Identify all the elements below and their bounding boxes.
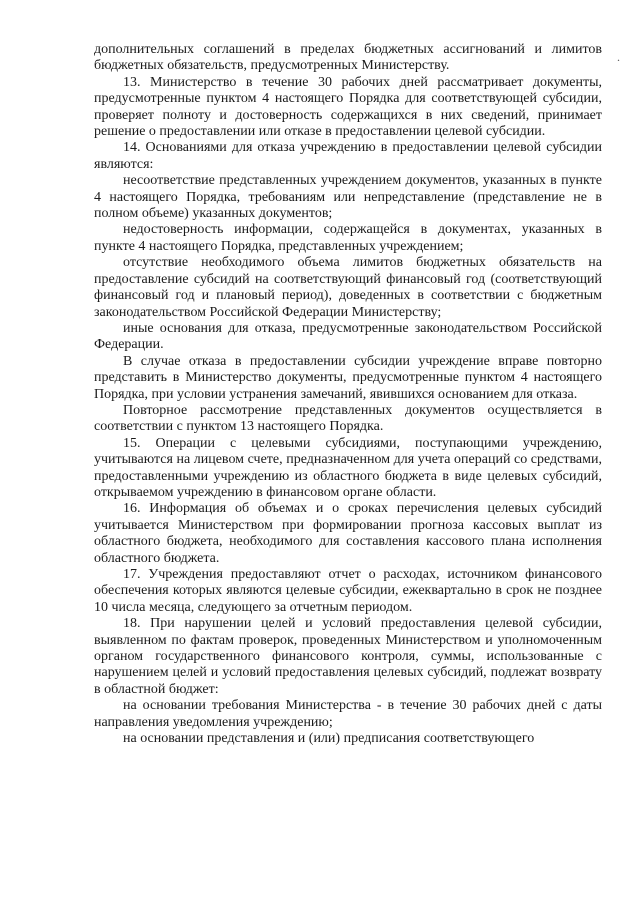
paragraph-17: 17. Учреждения предоставляют отчет о расходах, источником финансового обеспечения которых являются целевые субсидии, ежеквартально в срок не позднее 10 числа месяца, следующего за отчетным периодом. xyxy=(94,567,602,615)
paragraph-18-item-1: на основании требования Министерства - в течение 30 рабочих дней с даты направления уведомления учреждению; xyxy=(94,698,602,730)
paragraph-refusal-resubmit: В случае отказа в предоставлении субсидии учреждение вправе повторно представить в Министерство документы, предусмотренные пунктом 4 настоящего Порядка, при условии устранения замечаний, явившихся основанием для отказа. xyxy=(94,353,602,402)
paragraph-13: 13. Министерство в течение 30 рабочих дней рассматривает документы, предусмотренные пунктом 4 настоящего Порядка для соответствующей субсидии, проверяет полноту и достоверность содержащихся в них сведений, принимает решение о предоставлении или отказе в предоставлении целевой субсидии. xyxy=(94,74,602,140)
paragraph-continuation: дополнительных соглашений в пределах бюджетных ассигнований и лимитов бюджетных обязательств, предусмотренных Министерству. xyxy=(94,42,602,74)
paragraph-16: 16. Информация об объемах и о сроках перечисления целевых субсидий учитывается Министерством при формировании прогноза кассовых выплат из областного бюджета, необходимого для составления кассового плана исполнения областного бюджета. xyxy=(94,501,602,566)
document-body xyxy=(94,42,602,747)
paragraph-18-item-2: на основании представления и (или) предписания соответствующего xyxy=(123,731,535,747)
paragraph-15: 15. Операции с целевыми субсидиями, поступающими учреждению, учитываются на лицевом счете, предназначенном для учета операций со средствами, предоставленными учреждению из областного бюджета в виде целевых субсидий, открываемом учреждению в финансовом органе области. xyxy=(94,435,602,500)
paragraph-14-item-1: несоответствие представленных учреждением документов, указанных в пункте 4 настоящего Порядка, требованиям или непредставление (представление не в полном объеме) указанных документов; xyxy=(94,173,602,222)
paragraph-repeat-review: Повторное рассмотрение представленных документов осуществляется в соответствии с пунктом 13 настоящего Порядка. xyxy=(94,402,602,435)
paragraph-14: 14. Основаниями для отказа учреждению в предоставлении целевой субсидии являются: xyxy=(94,140,602,172)
paragraph-14-item-2: недостоверность информации, содержащейся в документах, указанных в пункте 4 настоящего Порядка, представленных учреждением; xyxy=(94,222,602,254)
paragraph-14-item-3: отсутствие необходимого объема лимитов бюджетных обязательств на предоставление субсидий на соответствующий финансовый год (соответствующий финансовый год и плановый период), доведенных в соответствии с бюджетным законодательством Российской Федерации Министерству; xyxy=(94,255,602,320)
paragraph-14-item-4: иные основания для отказа, предусмотренные законодательством Российской Федерации. xyxy=(94,320,602,353)
scan-margin-mark: . xyxy=(617,50,620,64)
paragraph-18: 18. При нарушении целей и условий предоставления целевой субсидии, выявленном по фактам проверок, проведенных Министерством и уполномоченным органом государственного финансового контроля, суммы, использованные с нарушением целей и условий предоставления целевых субсидий, подлежат возврату в областной бюджет: xyxy=(94,616,602,697)
